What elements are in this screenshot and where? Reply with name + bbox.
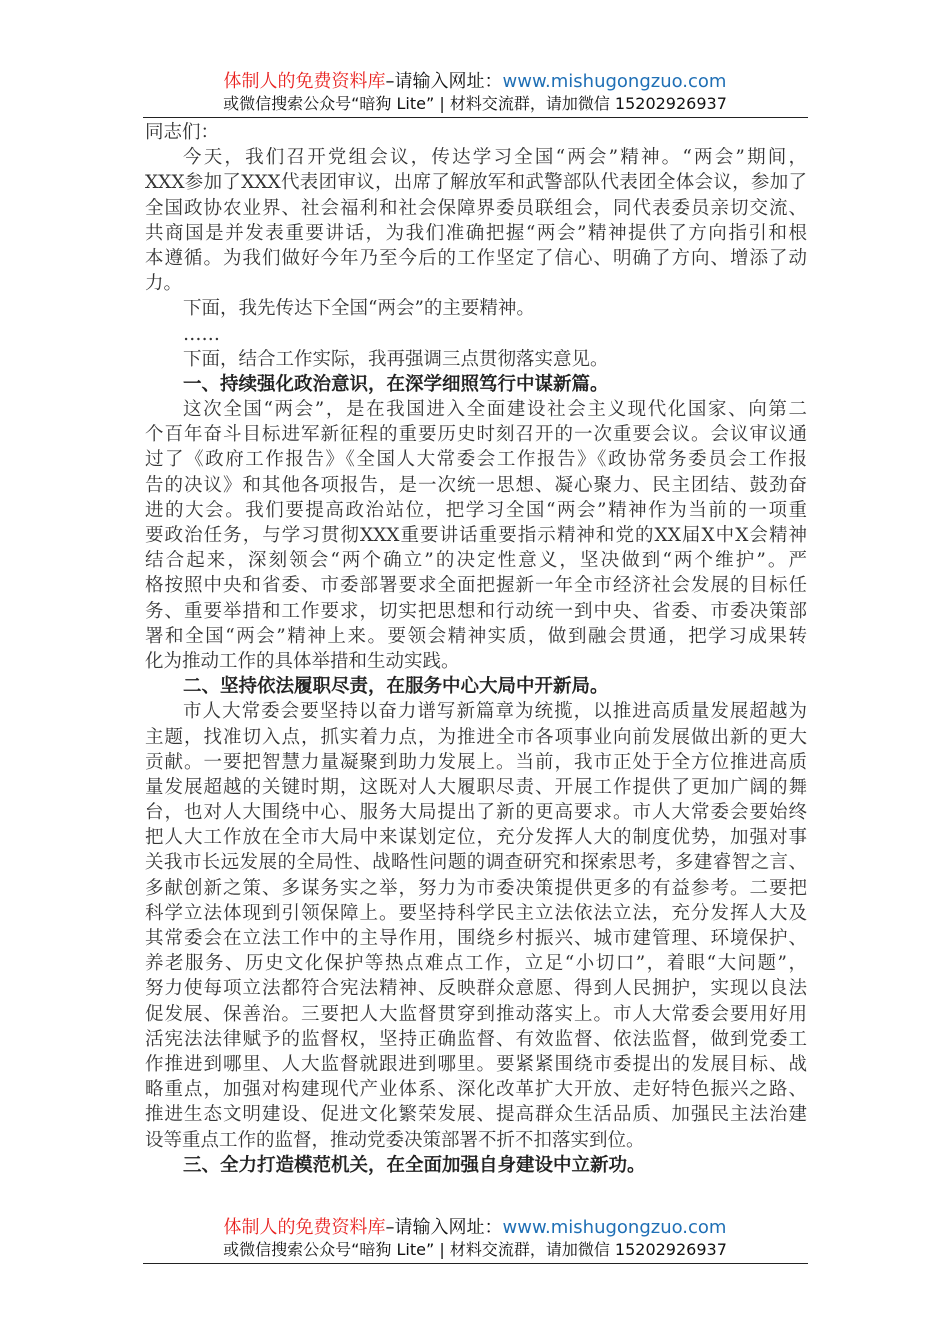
text-line: 要政治任务，与学习贯彻XXX重要讲话重要指示精神和党的XX届X中X会精神 — [145, 525, 807, 546]
header-divider — [143, 117, 808, 118]
text-line: 活宪法法律赋予的监督权，坚持正确监督、有效监督、依法监督，做到党委工 — [145, 1028, 807, 1050]
text-line: 设等重点工作的监督，推动党委决策部署不折不扣落实到位。 — [145, 1129, 645, 1151]
text-line: 科学立法体现到引领保障上。要坚持科学民主立法依法立法，充分发挥人大及 — [145, 902, 807, 924]
salutation — [145, 120, 807, 145]
header-url-prompt: –请输入网址： — [385, 71, 503, 92]
text-line: 养老服务、历史文化保护等热点难点工作，立足“小切口”，着眼“大问题”， — [145, 953, 807, 975]
text-line: …… — [183, 323, 220, 345]
paragraph — [145, 322, 807, 347]
paragraph — [145, 296, 807, 321]
text-line: 本遵循。为我们做好今年乃至今后的工作坚定了信心、明确了方向、增添了动 — [145, 247, 807, 269]
paragraph — [145, 347, 807, 372]
text-line: 三、全力打造模范机关，在全面加强自身建设中立新功。 — [183, 1154, 646, 1176]
text-line: 关我市长远发展的全局性、战略性问题的调查研究和探索思考，多建睿智之言、 — [145, 852, 807, 874]
text-line: 过了《政府工作报告》《全国人大常委会工作报告》《政协常务委员会工作报 — [145, 449, 807, 471]
text-line: 多献创新之策、多谋务实之举，努力为市委决策提供更多的有益参考。二要把 — [145, 877, 807, 899]
text-line: 进的大会。我们要提高政治站位，把学习全国“两会”精神作为当前的一项重 — [145, 499, 807, 521]
footer-url-link[interactable]: www.mishugongzuo.com — [502, 1217, 727, 1238]
text-line: 贡献。一要把智慧力量凝聚到助力发展上。当前，我市正处于全方位推进高质 — [145, 751, 807, 773]
text-line: 主题，找准切入点，抓实着力点，为推进全市各项事业向前发展做出新的更大 — [145, 726, 807, 748]
paragraph — [145, 397, 807, 674]
text-line: 二、坚持依法履职尽责，在服务中心大局中开新局。 — [183, 676, 609, 698]
footer-line-2: 或微信搜索公众号“暗狗 Lite” | 材料交流群，请加微信 15202926937 — [223, 1240, 727, 1259]
text-line: 一、持续强化政治意识，在深学细照笃行中谋新篇。 — [183, 373, 609, 395]
paragraph — [145, 145, 807, 296]
text-line: 结合起来，深刻领会“两个确立”的决定性意义，坚决做到“两个维护”。严 — [145, 550, 807, 572]
text-line: 今天，我们召开党组会议，传达学习全国“两会”精神。“两会”期间， — [183, 147, 807, 169]
text-line: 努力使每项立法都符合宪法精神、反映群众意愿、得到人民拥护，实现以良法 — [145, 978, 807, 1000]
text-line: 告的决议》和其他各项报告，是一次统一思想、凝心聚力、民主团结、鼓劲奋 — [145, 474, 807, 496]
text-line: 促发展、保善治。三要把人大监督贯穿到推动落实上。市人大常委会要用好用 — [145, 1003, 807, 1025]
text-line: 格按照中央和省委、市委部署要求全面把握新一年全市经济社会发展的目标任 — [145, 575, 807, 597]
document-body — [145, 120, 807, 1178]
text-line: 个百年奋斗目标进军新征程的重要历史时刻召开的一次重要会议。会议审议通 — [145, 424, 807, 446]
section-heading — [145, 674, 807, 699]
text-line: 略重点，加强对构建现代产业体系、深化改革扩大开放、走好特色振兴之路、 — [145, 1079, 807, 1101]
text-line: 同志们： — [145, 122, 220, 143]
text-line: 这次全国“两会”，是在我国进入全面建设社会主义现代化国家、向第二 — [183, 399, 807, 421]
text-line: 全国政协农业界、社会福利和社会保障界委员联组会，同代表委员亲切交流、 — [145, 197, 807, 219]
section-heading — [145, 1153, 807, 1178]
text-line: 市人大常委会要坚持以奋力谱写新篇章为统揽，以推进高质量发展超越为 — [183, 701, 807, 723]
footer-line-1 — [0, 1217, 950, 1239]
header-line-2: 或微信搜索公众号“暗狗 Lite” | 材料交流群，请加微信 15202926937 — [223, 94, 727, 113]
text-line: 下面，结合工作实际，我再强调三点贯彻落实意见。 — [183, 348, 609, 370]
header-url-link[interactable]: www.mishugongzuo.com — [502, 71, 727, 92]
text-line: 署和全国“两会”精神上来。要领会精神实质，做到融会贯通，把学习成果转 — [145, 625, 807, 647]
text-line: 化为推动工作的具体举措和生动实践。 — [145, 650, 460, 672]
paragraph — [145, 699, 807, 1152]
text-line: 其常委会在立法工作中的主导作用，围绕乡村振兴、城市建管理、环境保护、 — [145, 928, 807, 949]
text-line: 作推进到哪里、人大监督就跟进到哪里。要紧紧围绕市委提出的发展目标、战 — [145, 1053, 807, 1075]
text-line: 共商国是并发表重要讲话，为我们准确把握“两会”精神提供了方向指引和根 — [145, 222, 807, 244]
text-line: 力。 — [145, 273, 183, 295]
text-line: 下面，我先传达下全国“两会”的主要精神。 — [183, 298, 535, 320]
text-line: 务、重要举措和工作要求，切实把思想和行动统一到中央、省委、市委决策部 — [145, 600, 807, 622]
header-line-1 — [0, 71, 950, 93]
section-heading — [145, 372, 807, 397]
text-line: 推进生态文明建设、促进文化繁荣发展、提高群众生活品质、加强民主法治建 — [145, 1104, 807, 1126]
footer-divider — [143, 1263, 808, 1264]
text-line: 台，也对人大围绕中心、服务大局提出了新的更高要求。市人大常委会要始终 — [145, 802, 807, 824]
footer-brand: 体制人的免费资料库 — [223, 1217, 386, 1238]
text-line: XXX参加了XXX代表团审议，出席了解放军和武警部队代表团全体会议，参加了 — [145, 172, 807, 194]
text-line: 把人大工作放在全市大局中来谋划定位，充分发挥人大的制度优势，加强对事 — [145, 827, 807, 849]
text-line: 量发展超越的关键时期，这既对人大履职尽责、开展工作提供了更加广阔的舞 — [145, 776, 807, 798]
footer-url-prompt: –请输入网址： — [385, 1217, 503, 1238]
header-brand: 体制人的免费资料库 — [223, 71, 386, 92]
